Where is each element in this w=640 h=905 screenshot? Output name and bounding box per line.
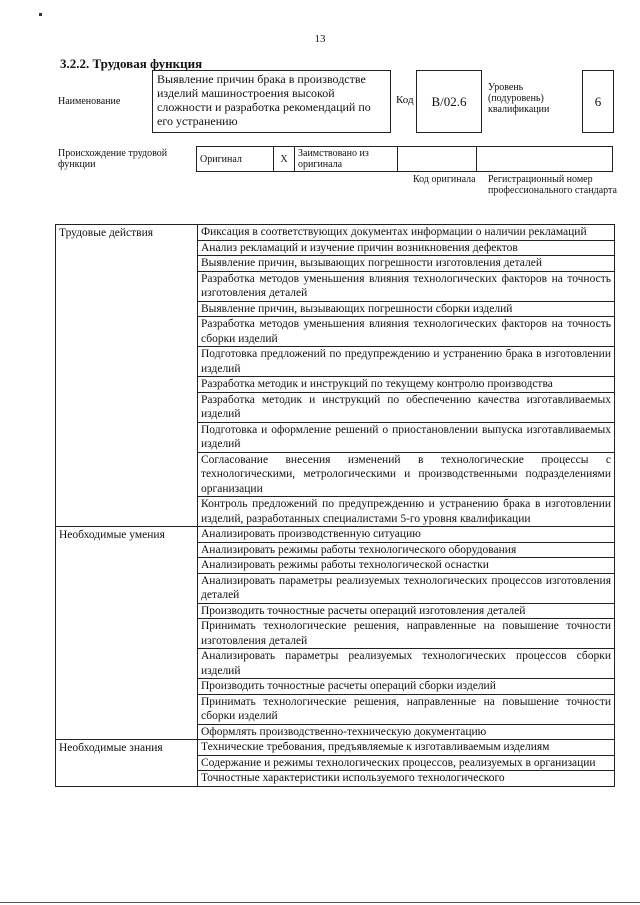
table-row — [56, 527, 615, 543]
scan-dot — [39, 13, 42, 16]
labor-actions-item: Разработка методов уменьшения влияния технологических факторов на точность сборки изделий — [198, 317, 615, 347]
function-details-table — [55, 224, 615, 787]
labor-actions-item: Разработка методик и инструкций по текущему контролю производства — [198, 377, 615, 393]
required-skills-item: Анализировать режимы работы технологического оборудования — [198, 542, 615, 558]
original-mark: X — [274, 147, 295, 172]
labor-actions-label: Трудовые действия — [56, 225, 198, 527]
labor-actions-item: Разработка методов уменьшения влияния технологических факторов на точность изготовления деталей — [198, 271, 615, 301]
qualification-level-box: 6 — [582, 70, 614, 133]
required-skills-item: Анализировать параметры реализуемых технологических процессов сборки изделий — [198, 649, 615, 679]
required-skills-item: Принимать технологические решения, направленные на повышение точности изготовления деталей — [198, 619, 615, 649]
required-skills-item: Анализировать режимы работы технологической оснастки — [198, 558, 615, 574]
labor-actions-item: Контроль предложений по предупреждению и устранению брака в изготовлении изделий, разработанных специалистами 5-го уровня квалификации — [198, 497, 615, 527]
labor-actions-item: Подготовка и оформление решений о приостановлении выпуска изготавливаемых изделий — [198, 422, 615, 452]
origin-table — [196, 146, 613, 172]
required-skills-item: Анализировать производственную ситуацию — [198, 527, 615, 543]
page-number: 13 — [314, 33, 326, 45]
table-row — [56, 225, 615, 241]
code-original-cell — [398, 147, 477, 172]
code-label: Код — [396, 94, 414, 106]
labor-actions-item: Подготовка предложений по предупреждению и устранению брака в изготовлении изделий — [198, 347, 615, 377]
required-knowledge-item: Технические требования, предъявляемые к изготавливаемым изделиям — [198, 740, 615, 756]
registration-number-cell — [477, 147, 613, 172]
required-knowledge-label: Необходимые знания — [56, 740, 198, 787]
labor-actions-item: Выявление причин, вызывающих погрешности изготовления деталей — [198, 256, 615, 272]
required-skills-item: Производить точностные расчеты операций сборки изделий — [198, 679, 615, 695]
origin-label: Происхождение трудовой функции — [58, 148, 168, 170]
required-skills-item: Анализировать параметры реализуемых технологических процессов изготовления деталей — [198, 573, 615, 603]
labor-actions-item: Выявление причин, вызывающих погрешности сборки изделий — [198, 301, 615, 317]
section-title: 3.2.2. Трудовая функция — [60, 56, 203, 71]
labor-actions-item: Разработка методик и инструкций по обеспечению качества изготавливаемых изделий — [198, 392, 615, 422]
required-skills-item: Производить точностные расчеты операций изготовления деталей — [198, 603, 615, 619]
qualification-level-label: Уровень (подуровень) квалификации — [488, 82, 550, 115]
labor-actions-item: Анализ рекламаций и изучение причин возникновения дефектов — [198, 240, 615, 256]
name-label: Наименование — [58, 96, 121, 107]
table-row — [56, 740, 615, 756]
registration-number-label: Регистрационный номер профессионального стандарта — [488, 174, 617, 196]
original-cell: Оригинал — [197, 147, 274, 172]
required-knowledge-item: Точностные характеристики используемого технологического — [198, 771, 615, 787]
labor-actions-item: Фиксация в соответствующих документах информации о наличии рекламаций — [198, 225, 615, 241]
required-skills-item: Оформлять производственно-техническую документацию — [198, 724, 615, 740]
required-skills-item: Принимать технологические решения, направленные на повышение точности сборки изделий — [198, 694, 615, 724]
page-bottom-edge — [0, 902, 640, 903]
labor-actions-item: Согласование внесения изменений в технологические процессы с технологическими, метрологическими и производственными подразделениями организации — [198, 452, 615, 497]
function-name-box: Выявление причин брака в производстве изделий машиностроения высокой сложности и разработка рекомендаций по его устранению — [152, 70, 391, 133]
code-value-box: В/02.6 — [416, 70, 482, 133]
required-skills-label: Необходимые умения — [56, 527, 198, 740]
borrowed-cell: Заимствовано из оригинала — [295, 147, 398, 172]
code-original-label: Код оригинала — [413, 174, 476, 185]
required-knowledge-item: Содержание и режимы технологических процессов, реализуемых в организации — [198, 755, 615, 771]
